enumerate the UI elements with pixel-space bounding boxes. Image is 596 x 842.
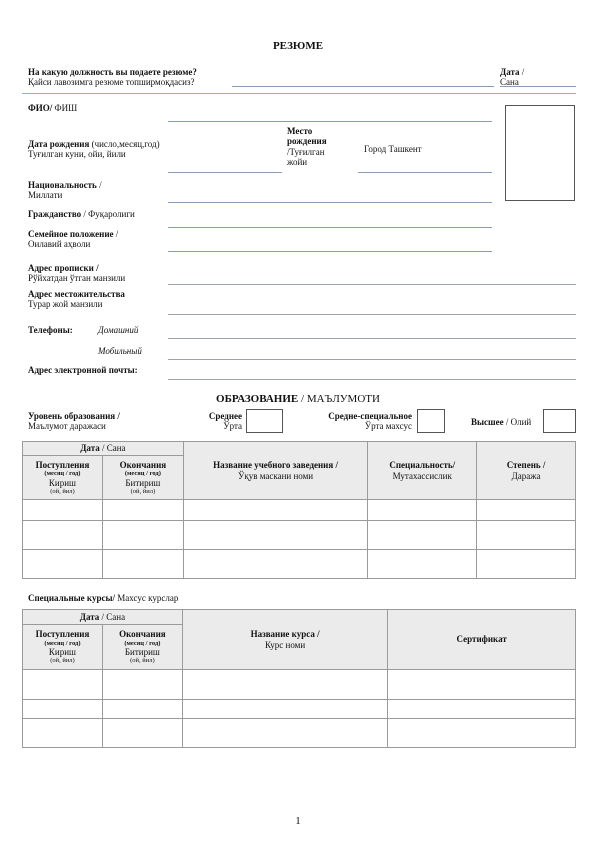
course-end-header: Окончания (месяц / год) Битириш (ой, йил) [102, 625, 182, 670]
header-divider [22, 93, 576, 94]
edu-specialty-header: Специальность/ Мутахассислик [368, 442, 477, 500]
course-date-header: Дата / Сана [23, 610, 183, 625]
birthplace-label: Место рождения /Туғилган жойи [287, 126, 327, 168]
page-number: 1 [295, 815, 301, 827]
fio-input-line[interactable] [168, 121, 492, 122]
special-checkbox[interactable] [417, 409, 445, 433]
citizenship-input-line[interactable] [168, 227, 492, 228]
courses-heading: Специальные курсы/ Махсус курслар [28, 593, 179, 603]
edu-start-header: Поступления (месяц / год) Кириш (ой, йил) [23, 456, 103, 500]
date-label: Дата / Сана [500, 67, 525, 88]
higher-label: Высшее / Олий [471, 417, 532, 427]
birthdate-input-line[interactable] [168, 172, 282, 173]
table-row [23, 719, 576, 748]
edu-end-header: Окончания (месяц / год) Битириш (ой, йил) [102, 456, 183, 500]
nationality-label: Национальность / Миллати [28, 180, 102, 201]
secondary-label: Среднее Ўрта [208, 411, 242, 432]
secondary-checkbox[interactable] [246, 409, 283, 433]
marital-label: Семейное положение / Оилавий аҳволи [28, 229, 119, 250]
certificate-header: Сертификат [388, 610, 576, 670]
table-row [23, 521, 576, 550]
date-input-line[interactable] [500, 86, 576, 87]
table-row [23, 500, 576, 521]
photo-box[interactable] [505, 105, 575, 201]
course-name-header: Название курса / Курс номи [182, 610, 388, 670]
education-table [22, 441, 576, 579]
reg-address-input-line[interactable] [168, 284, 576, 285]
edu-institution-header: Название учебного заведения / Ўқув маскани номи [183, 442, 368, 500]
res-address-input-line[interactable] [168, 314, 576, 315]
citizenship-label: Гражданство / Фуқаролиги [28, 209, 135, 219]
table-row [23, 670, 576, 700]
phones-label: Телефоны: [28, 325, 73, 335]
phone-home-input-line[interactable] [168, 338, 576, 339]
marital-input-line[interactable] [168, 251, 492, 252]
table-row [23, 550, 576, 579]
birthplace-value: Город Ташкент [364, 144, 422, 154]
edu-date-header: Дата / Сана [23, 442, 184, 456]
birthplace-input-line[interactable] [358, 172, 492, 173]
reg-address-label: Адрес прописки / Рўйхатдан ўтган манзили [28, 263, 126, 284]
position-input-line[interactable] [232, 86, 494, 87]
courses-table [22, 609, 576, 748]
higher-checkbox[interactable] [543, 409, 576, 433]
phone-home-label: Домашний [98, 325, 139, 335]
position-label: На какую должность вы подаете резюме? Қайси лавозимга резюме топширмоқдасиз? [28, 67, 197, 88]
res-address-label: Адрес местожительства Турар жой манзили [28, 289, 125, 310]
course-start-header: Поступления (месяц / год) Кириш (ой, йил) [23, 625, 103, 670]
email-label: Адрес электронной почты: [28, 365, 138, 375]
table-row [23, 700, 576, 719]
phone-mobile-label: Мобильный [98, 346, 142, 356]
special-label: Средне-специальное Ўрта махсус [328, 411, 412, 432]
fio-label: ФИО/ ФИШ [28, 103, 78, 113]
education-level-label: Уровень образования / Маълумот даражаси [28, 411, 120, 432]
page-title: РЕЗЮМЕ [272, 40, 324, 52]
education-heading: ОБРАЗОВАНИЕ / МАЪЛУМОТИ [216, 393, 380, 405]
edu-degree-header: Степень / Даража [477, 442, 576, 500]
phone-mobile-input-line[interactable] [168, 359, 576, 360]
nationality-input-line[interactable] [168, 202, 492, 203]
birthdate-label: Дата рождения (число,месяц,год) Туғилган куни, ойи, йили [28, 139, 160, 160]
email-input-line[interactable] [168, 379, 576, 380]
